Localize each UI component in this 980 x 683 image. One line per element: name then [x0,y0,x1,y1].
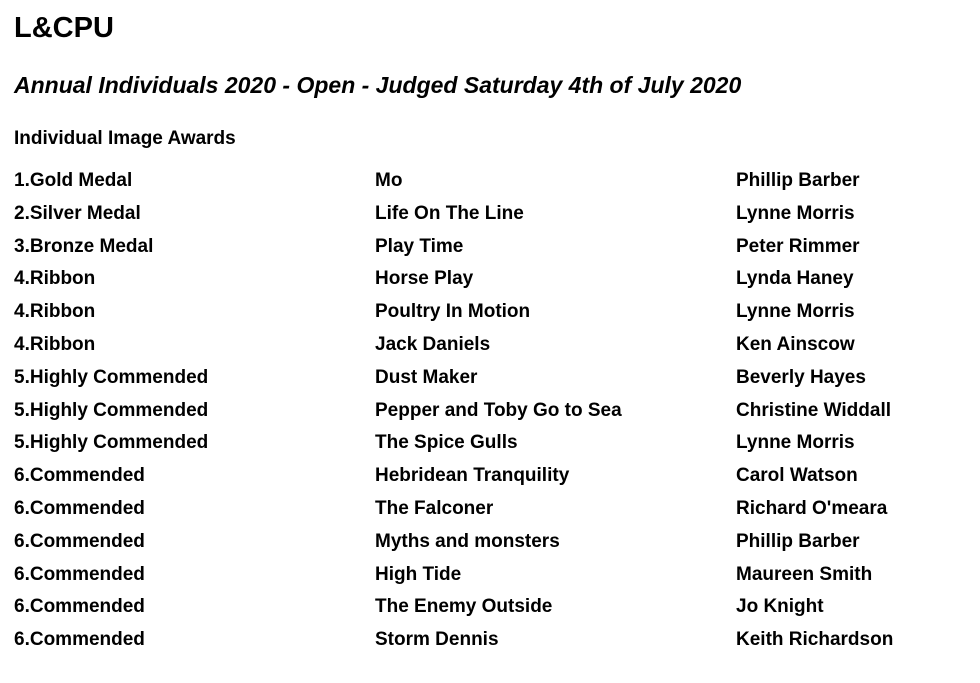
organisation-title: L&CPU [14,12,114,44]
image-title: Mo [375,170,403,191]
award-row [14,624,964,657]
award-row [14,198,964,231]
author-name: Lynne Morris [736,432,855,454]
image-title: The Enemy Outside [375,596,553,618]
image-title: The Spice Gulls [375,432,518,454]
award-name: 6.Commended [14,629,145,651]
award-row [14,526,964,559]
award-row [14,362,964,395]
author-name: Lynne Morris [736,202,855,224]
award-name: 6.Commended [14,465,145,487]
awards-list [14,165,964,657]
author-name: Phillip Barber [736,170,860,191]
award-row [14,395,964,428]
award-row [14,427,964,460]
image-title: Dust Maker [375,366,478,388]
award-name: 4.Ribbon [14,268,96,290]
author-name: Maureen Smith [736,563,873,585]
image-title: Poultry In Motion [375,301,531,323]
author-name: Ken Ainscow [736,333,855,355]
award-row [14,559,964,592]
image-title: Play Time [375,235,464,257]
award-name: 1.Gold Medal [14,170,133,191]
award-name: 2.Silver Medal [14,202,141,224]
award-name: 6.Commended [14,596,145,618]
award-row [14,165,964,198]
image-title: Hebridean Tranquility [375,465,570,487]
award-name: 6.Commended [14,563,145,585]
author-name: Beverly Hayes [736,366,866,388]
author-name: Lynne Morris [736,301,855,323]
award-name: 6.Commended [14,497,145,519]
award-row [14,263,964,296]
award-name: 6.Commended [14,530,145,552]
author-name: Richard O'meara [736,497,888,519]
award-row [14,329,964,362]
image-title: Myths and monsters [375,530,560,552]
image-title: Life On The Line [375,202,524,224]
author-name: Carol Watson [736,465,858,487]
author-name: Lynda Haney [736,268,854,290]
image-title: Horse Play [375,268,474,290]
event-title: Annual Individuals 2020 - Open - Judged Saturday 4th of July 2020 [14,72,742,98]
author-name: Christine Widdall [736,399,892,421]
image-title: High Tide [375,563,462,585]
award-row [14,591,964,624]
image-title: Storm Dennis [375,629,499,651]
author-name: Jo Knight [736,596,824,618]
award-name: 3.Bronze Medal [14,235,154,257]
award-name: 4.Ribbon [14,333,96,355]
image-title: Jack Daniels [375,333,491,355]
award-row [14,460,964,493]
image-title: The Falconer [375,497,494,519]
award-row [14,296,964,329]
author-name: Phillip Barber [736,530,860,552]
section-heading: Individual Image Awards [14,128,236,149]
award-name: 5.Highly Commended [14,432,209,454]
award-name: 5.Highly Commended [14,366,209,388]
award-row [14,231,964,264]
image-title: Pepper and Toby Go to Sea [375,399,622,421]
author-name: Peter Rimmer [736,235,860,257]
author-name: Keith Richardson [736,629,894,651]
award-name: 5.Highly Commended [14,399,209,421]
award-row [14,493,964,526]
award-name: 4.Ribbon [14,301,96,323]
